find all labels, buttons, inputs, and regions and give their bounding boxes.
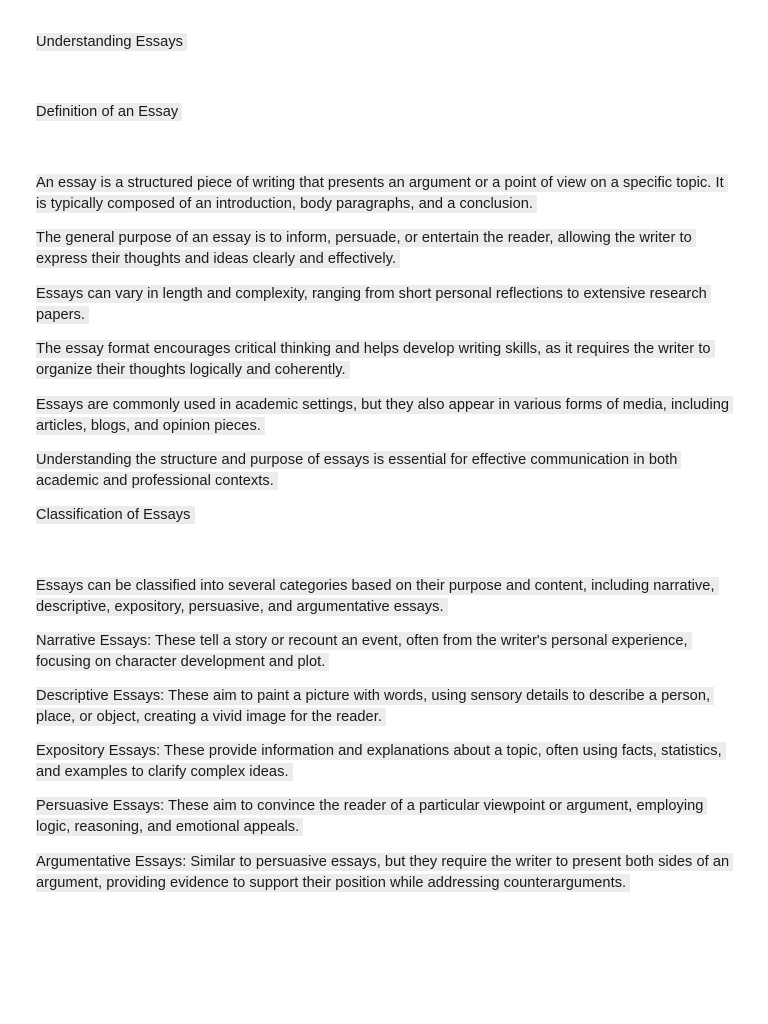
paragraph [36, 450, 736, 491]
paragraph-text: Expository Essays: These provide information and explanations about a topic, often using facts, statistics, and examples to clarify complex ideas. [36, 742, 726, 781]
paragraph-text: Descriptive Essays: These aim to paint a picture with words, using sensory details to describe a person, place, or object, creating a vivid image for the reader. [36, 687, 714, 726]
section-heading-text: Definition of an Essay [36, 103, 182, 121]
section-heading-classification [36, 505, 736, 526]
paragraph [36, 686, 736, 727]
paragraph-text: Narrative Essays: These tell a story or recount an event, often from the writer's personal experience, focusing on character development and plot. [36, 632, 692, 671]
paragraph-text: Understanding the structure and purpose of essays is essential for effective communication in both academic and professional contexts. [36, 451, 681, 490]
paragraph [36, 631, 736, 672]
paragraph-text: Essays can be classified into several categories based on their purpose and content, including narrative, descriptive, expository, persuasive, and argumentative essays. [36, 577, 719, 616]
paragraph-text: An essay is a structured piece of writing that presents an argument or a point of view on a specific topic. It is typically composed of an introduction, body paragraphs, and a conclusion. [36, 174, 728, 213]
paragraph-text: Persuasive Essays: These aim to convince the reader of a particular viewpoint or argument, employing logic, reasoning, and emotional appeals. [36, 797, 707, 836]
paragraph-text: Essays can vary in length and complexity, ranging from short personal reflections to extensive research papers. [36, 285, 711, 324]
paragraph [36, 228, 736, 269]
document-title-text: Understanding Essays [36, 33, 187, 51]
paragraph [36, 741, 736, 782]
paragraph [36, 576, 736, 617]
paragraph-text: The general purpose of an essay is to inform, persuade, or entertain the reader, allowing the writer to express their thoughts and ideas clearly and effectively. [36, 229, 696, 268]
paragraph [36, 796, 736, 837]
paragraph [36, 339, 736, 380]
paragraph [36, 173, 736, 214]
paragraph-text: Essays are commonly used in academic settings, but they also appear in various forms of media, including articles, blogs, and opinion pieces. [36, 396, 733, 435]
paragraph-text: The essay format encourages critical thinking and helps develop writing skills, as it requires the writer to organize their thoughts logically and coherently. [36, 340, 715, 379]
document-title [36, 32, 736, 53]
section-heading-definition [36, 102, 736, 123]
paragraph [36, 852, 736, 893]
paragraph [36, 395, 736, 436]
paragraph [36, 284, 736, 325]
paragraph-text: Argumentative Essays: Similar to persuasive essays, but they require the writer to present both sides of an argument, providing evidence to support their position while addressing counterarguments. [36, 853, 733, 892]
section-heading-text: Classification of Essays [36, 506, 195, 524]
